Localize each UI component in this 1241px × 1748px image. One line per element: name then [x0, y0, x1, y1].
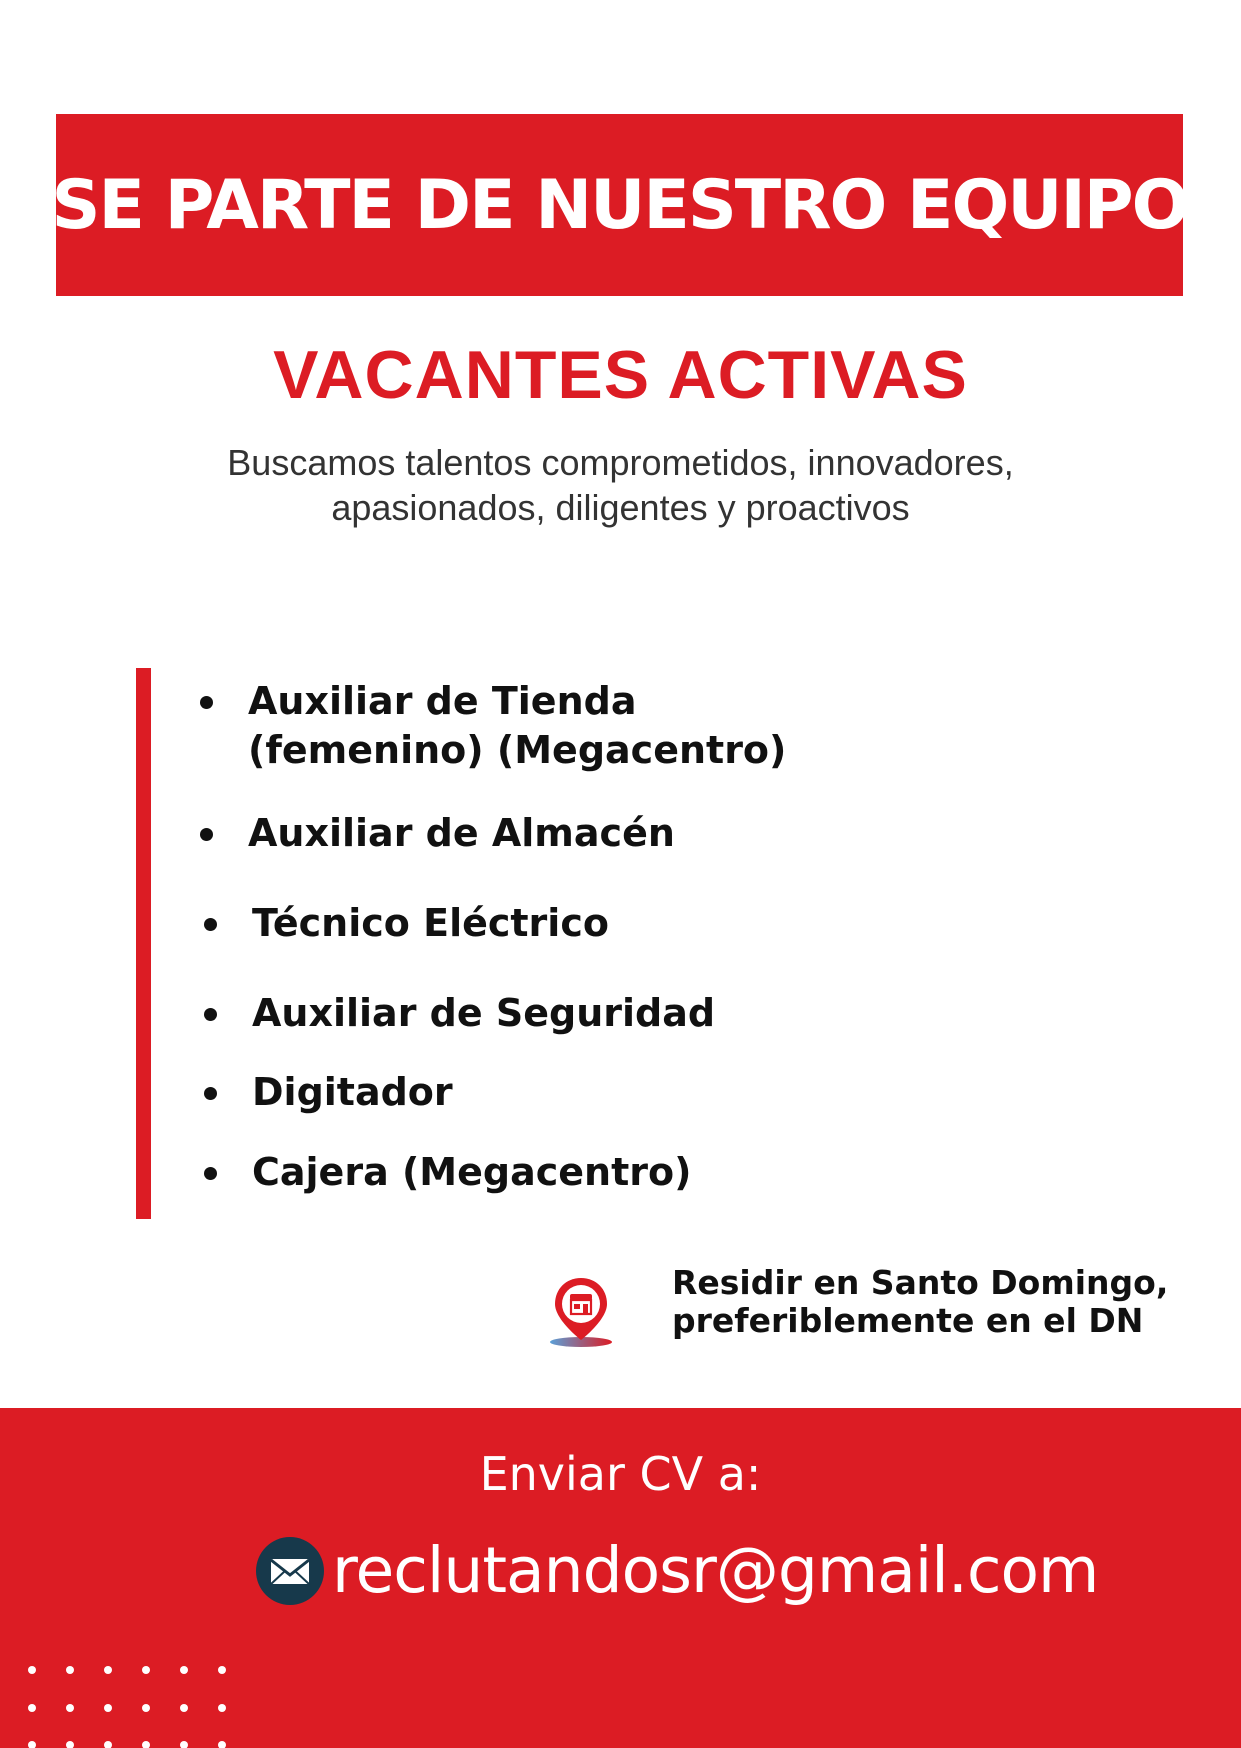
- location-line-2: preferiblemente en el DN: [672, 1301, 1144, 1340]
- envelope-icon: [256, 1537, 324, 1605]
- store-location-pin-icon: [548, 1276, 614, 1348]
- subtitle-line-2: apasionados, diligentes y proactivos: [331, 487, 910, 528]
- accent-bar: [136, 668, 151, 1219]
- location-requirement: [672, 1264, 1168, 1340]
- job-item-label: Auxiliar de Almacén: [248, 811, 675, 855]
- bullet-icon: [200, 828, 213, 841]
- header-banner: [51, 114, 1188, 296]
- send-cv-label: Enviar CV a:: [479, 1447, 762, 1501]
- job-item-label: Cajera (Megacentro): [252, 1150, 692, 1194]
- vacancies-heading: VACANTES ACTIVAS: [273, 337, 968, 413]
- subtitle: [0, 440, 1241, 530]
- subtitle-line-1: Buscamos talentos comprometidos, innovadores,: [227, 442, 1014, 483]
- bullet-icon: [204, 1167, 217, 1180]
- bullet-icon: [204, 918, 217, 931]
- bullet-icon: [200, 696, 213, 709]
- location-line-1: Residir en Santo Domingo,: [672, 1263, 1169, 1302]
- job-item-line-2: (femenino) (Megacentro): [248, 728, 787, 772]
- job-item-label: Auxiliar de Seguridad: [252, 991, 716, 1035]
- job-item-label: Digitador: [252, 1070, 453, 1114]
- contact-email-link[interactable]: reclutandosr@gmail.com: [332, 1534, 1099, 1607]
- bullet-icon: [204, 1087, 217, 1100]
- job-item-line-1: Auxiliar de Tienda: [248, 679, 637, 723]
- bullet-icon: [204, 1008, 217, 1021]
- decorative-dots: [22, 1660, 242, 1748]
- job-item-label: Técnico Eléctrico: [252, 901, 609, 945]
- page-title: SE PARTE DE NUESTRO EQUIPO: [51, 165, 1188, 245]
